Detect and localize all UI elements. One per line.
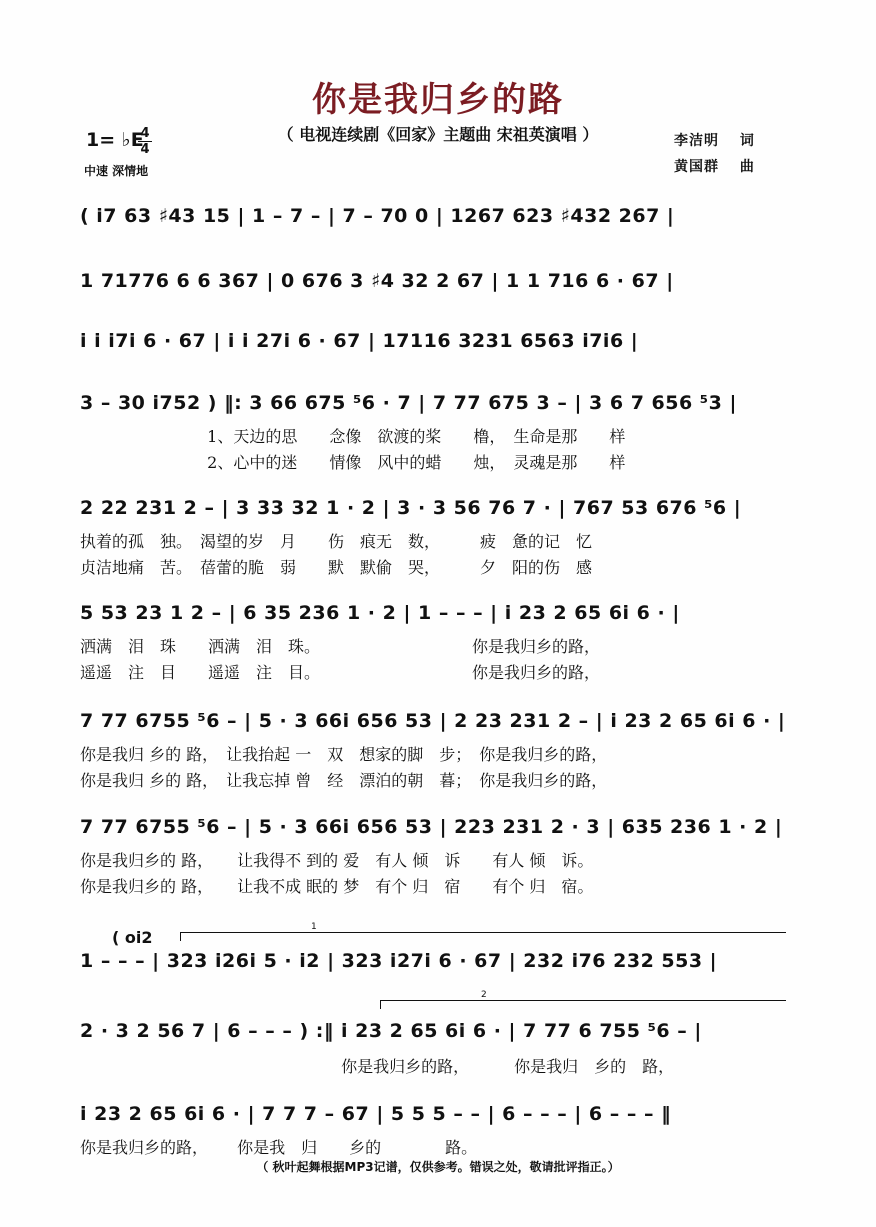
volta-1-label: 1 [311,922,317,932]
pickup-notes: ( oi2 [112,928,153,947]
lyric-verse-2: 2、心中的迷 情像 风中的蜡 烛， 灵魂是那 样 [80,453,626,472]
composer-credit: 黄国群 曲 [674,159,755,175]
stave-notes: 5 53 23 1 2 – | 6 35 236 1 · 2 | 1 – – – | i 23 2 65 6i 6 · | [80,602,680,624]
lyricist-credit: 李洁明 词 [674,133,755,149]
key-signature: 1= ♭E [86,129,144,151]
lyric-verse-1: 洒满 泪 珠 洒满 泪 珠。 你是我归乡的路， [80,637,601,656]
lyric-line: 你是我归乡的路， 你是我 归 乡的 路。 [80,1138,478,1157]
volta-1-bracket [180,922,786,941]
song-title: 你是我归乡的路 [312,80,564,120]
stave-notes: 1 – – – | 323 i26i 5 · i2 | 323 i27i 6 · 67 | 232 i76 232 553 | [80,950,718,972]
lyric-verse-2: 你是我归乡的 路， 让我不成 眠的 梦 有个 归 宿 有个 归 宿。 [80,877,594,896]
stave-notes: i i i7i 6 · 67 | i i 27i 6 · 67 | 17116 3231 6563 i7i6 | [80,330,639,352]
song-subtitle: （ 电视连续剧《回家》主题曲 宋祖英演唱 ） [277,125,599,144]
transcription-note: （ 秋叶起舞根据MP3记谱，仅供参考。错误之处，敬请批评指正。） [256,1160,620,1174]
lyric-verse-2: 贞洁地痛 苦。 蓓蕾的脆 弱 默 默偷 哭， 夕 阳的伤 感 [80,558,593,577]
tempo-marking: 中速 深情地 [84,164,149,178]
volta-2-label: 2 [481,990,487,1000]
lyric-line: 你是我归乡的路， 你是我归 乡的 路， [80,1057,675,1076]
time-signature [138,126,152,157]
lyric-verse-1: 1、天边的思 念像 欲渡的桨 橹， 生命是那 样 [80,427,626,446]
lyric-verse-2: 你是我归 乡的 路， 让我忘掉 曾 经 漂泊的朝 暮； 你是我归乡的路， [80,771,608,790]
lyric-verse-2: 遥遥 注 目 遥遥 注 目。 你是我归乡的路， [80,663,601,682]
stave-notes: 2 · 3 2 56 7 | 6 – – – ) :‖ i 23 2 65 6i 6 · | 7 77 6 755 ⁵6 – | [80,1020,702,1042]
stave-notes: 1 71776 6 6 367 | 0 676 3 ♯4 32 2 67 | 1 1 716 6 · 67 | [80,270,674,292]
lyric-verse-1: 执着的孤 独。 渴望的岁 月 伤 痕无 数， 疲 惫的记 忆 [80,532,593,551]
stave-notes: 2 22 231 2 – | 3 33 32 1 · 2 | 3 · 3 56 76 7 · | 767 53 676 ⁵6 | [80,497,742,519]
stave-notes: 7 77 6755 ⁵6 – | 5 · 3 66i 656 53 | 2 23 231 2 – | i 23 2 65 6i 6 · | [80,710,786,732]
volta-2-bracket [380,990,786,1009]
lyric-verse-1: 你是我归 乡的 路， 让我抬起 一 双 想家的脚 步； 你是我归乡的路， [80,745,608,764]
stave-notes: i 23 2 65 6i 6 · | 7 7 7 – 67 | 5 5 5 – – | 6 – – – | 6 – – – ‖ [80,1103,672,1125]
stave-notes: ( i7 63 ♯43 15 | 1 – 7 – | 7 – 70 0 | 1267 623 ♯432 267 | [80,205,675,227]
time-signature-bottom: 4 [138,141,152,157]
stave-notes: 3 – 30 i752 ) ‖: 3 66 675 ⁵6 · 7 | 7 77 675 3 – | 3 6 7 656 ⁵3 | [80,392,737,414]
time-signature-top: 4 [140,126,150,141]
stave-notes: 7 77 6755 ⁵6 – | 5 · 3 66i 656 53 | 223 231 2 · 3 | 635 236 1 · 2 | [80,816,783,838]
lyric-verse-1: 你是我归乡的 路， 让我得不 到的 爱 有人 倾 诉 有人 倾 诉。 [80,851,594,870]
